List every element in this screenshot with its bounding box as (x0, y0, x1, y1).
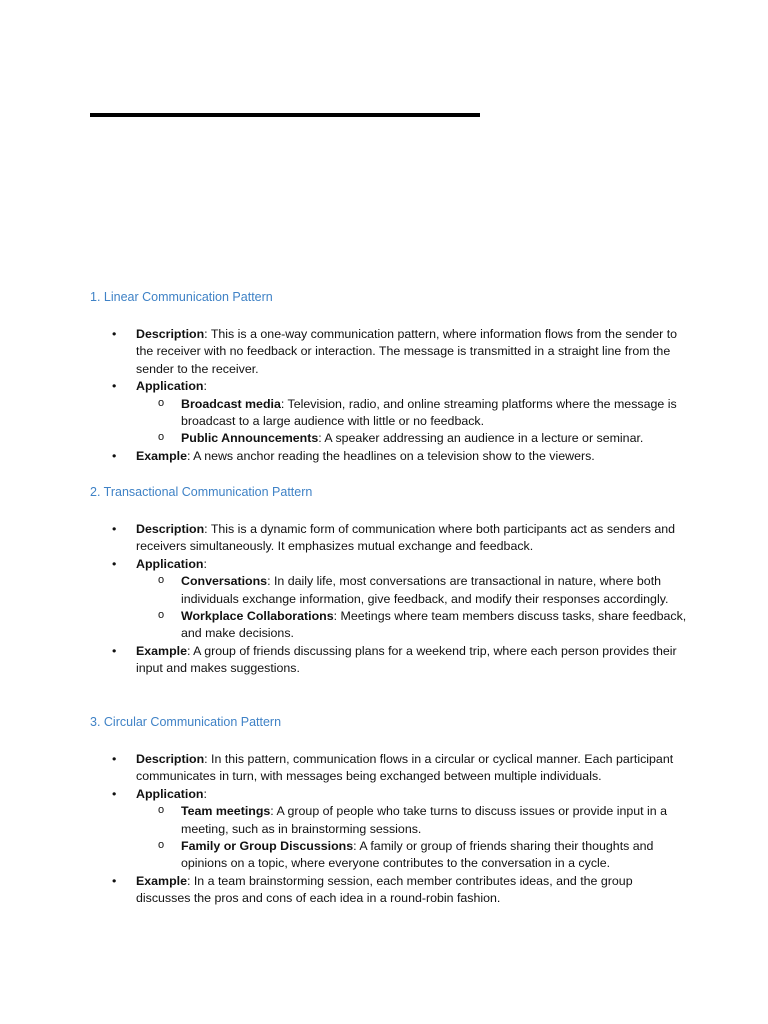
subitem-text: : A speaker addressing an audience in a lecture or seminar. (318, 431, 644, 446)
example-text: : A news anchor reading the headlines on a television show to the viewers. (186, 448, 595, 463)
description-item (90, 521, 690, 556)
application-colon: : (203, 786, 207, 801)
subitem-label: Conversations (181, 574, 268, 589)
description-label: Description (136, 752, 205, 766)
subitem-label: Family or Group Discussions (181, 839, 354, 854)
section-linear (90, 289, 690, 465)
example-label: Example (136, 643, 187, 658)
section-heading: 2. Transactional Communication Pattern (90, 485, 313, 499)
subitem-label: Public Announcements (181, 431, 319, 446)
example-label: Example (136, 873, 187, 888)
example-text: : A group of friends discussing plans for a weekend trip, where each person provides their input and makes suggestions. (136, 643, 677, 676)
subitem-text: : A family or group of friends sharing their thoughts and opinions on a topic, where everyone contributes to the conversation in a cycle. (181, 839, 654, 871)
bullet-list (90, 521, 690, 678)
section-transactional (90, 484, 690, 678)
application-label: Application (136, 786, 204, 801)
title-underline-rule (90, 113, 480, 117)
application-subitem (136, 608, 690, 643)
description-label: Description (136, 327, 205, 341)
subitem-text: : A group of people who take turns to discuss issues or provide input in a meeting, such as in brainstorming sessions. (181, 804, 668, 836)
section-heading: 3. Circular Communication Pattern (90, 715, 282, 729)
description-text: : In this pattern, communication flows in a circular or cyclical manner. Each participant communicates in turn, with messages being exchanged between multiple individuals. (136, 752, 674, 784)
application-subitem (136, 396, 690, 431)
example-item (90, 873, 690, 908)
application-subitem (136, 430, 690, 447)
description-item (90, 751, 690, 786)
section-circular (90, 714, 690, 908)
application-item (90, 786, 690, 873)
subitem-label: Broadcast media (181, 396, 281, 411)
application-label: Application (136, 556, 204, 571)
application-subitem (136, 573, 690, 608)
application-colon: : (203, 556, 207, 571)
application-sublist (136, 803, 690, 873)
application-subitem (136, 803, 690, 838)
subitem-text: : Meetings where team members discuss tasks, share feedback, and make decisions. (181, 609, 687, 641)
application-sublist (136, 396, 690, 448)
section-heading: 1. Linear Communication Pattern (90, 290, 273, 304)
application-colon: : (203, 379, 207, 394)
subitem-text: : In daily life, most conversations are transactional in nature, where both individuals exchange information, give feedback, and modify their responses accordingly. (181, 574, 669, 606)
example-item (90, 448, 690, 465)
example-item (90, 643, 690, 678)
subitem-label: Team meetings (181, 804, 271, 819)
example-label: Example (136, 448, 187, 463)
bullet-list (90, 326, 690, 465)
description-text: : This is a dynamic form of communication where both participants act as senders and receivers simultaneously. It emphasizes mutual exchange and feedback. (136, 522, 676, 554)
description-label: Description (136, 522, 205, 536)
application-item (90, 556, 690, 643)
example-text: : In a team brainstorming session, each member contributes ideas, and the group discusses the pros and cons of each idea in a round-robin fashion. (136, 873, 633, 906)
description-text: : This is a one-way communication pattern, where information flows from the sender to the receiver with no feedback or interaction. The message is transmitted in a straight line from the sender to the receiver. (136, 327, 678, 376)
bullet-list (90, 751, 690, 908)
subitem-text: : Television, radio, and online streaming platforms where the message is broadcast to a large audience with little or no feedback. (181, 396, 677, 429)
application-item (90, 378, 690, 448)
application-sublist (136, 573, 690, 643)
application-subitem (136, 838, 690, 873)
description-item (90, 326, 690, 378)
subitem-label: Workplace Collaborations (181, 609, 334, 624)
application-label: Application (136, 379, 204, 394)
